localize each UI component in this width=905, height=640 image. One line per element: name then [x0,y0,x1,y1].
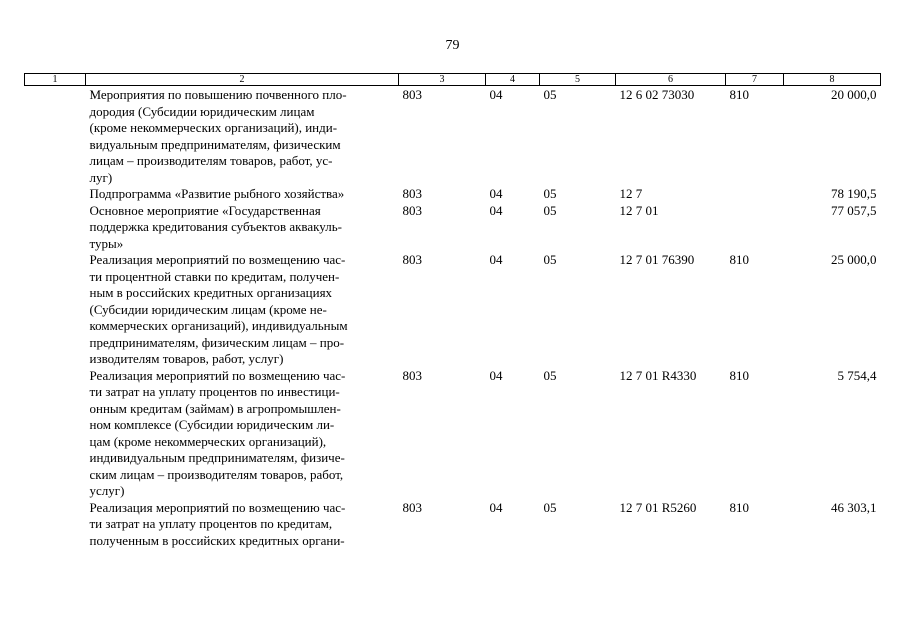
ministry-code-cell: 803 [402,186,422,201]
target-article-cell: 12 7 [619,186,643,201]
section-code-cell: 04 [489,87,503,102]
table-row [25,203,881,253]
amount-cell: 46 303,1 [831,499,877,515]
subsection-code-cell: 05 [543,367,557,383]
row-number-cell [25,368,86,500]
table-row [25,368,881,500]
amount-cell: 5 754,4 [837,367,877,383]
column-header-6: 6 [616,74,726,86]
column-header-8: 8 [784,74,881,86]
subsection-code-cell: 05 [543,499,557,515]
column-header-7: 7 [726,74,784,86]
subsection-code-cell: 05 [543,186,557,201]
row-number-cell [25,252,86,368]
header-row [25,74,881,86]
expense-type-cell [726,203,784,253]
item-name-cell: Мероприятия по повышению почвенного пло- дородия (Субсидии юридическим лицам (кроме некоммерческих организаций), инди- видуальным предпринимателям, физическим лицам – производителям товаров, работ, ус- луг) [89,87,347,185]
target-article-cell: 12 6 02 73030 [619,87,695,102]
table-row [25,186,881,203]
column-header-5: 5 [540,74,616,86]
item-name-cell: Основное мероприятие «Государственная поддержка кредитования субъектов аквакуль- туры» [89,202,342,251]
target-article-cell: 12 7 01 R4330 [619,367,697,383]
target-article-cell: 12 7 01 [619,202,659,218]
column-header-4: 4 [486,74,540,86]
expense-type-cell: 810 [729,252,749,267]
table-row [25,86,881,187]
column-header-2: 2 [86,74,399,86]
page-number: 79 [445,38,460,53]
section-code-cell: 04 [489,252,503,267]
table-row [25,252,881,368]
subsection-code-cell: 05 [543,252,557,267]
budget-table [24,73,881,549]
row-number-cell [25,86,86,187]
ministry-code-cell: 803 [402,499,422,515]
row-number-cell [25,186,86,203]
expense-type-cell: 810 [729,87,749,102]
section-code-cell: 04 [489,499,503,515]
subsection-code-cell: 05 [543,202,557,218]
item-name-cell: Подпрограмма «Развитие рыбного хозяйства» [89,186,345,201]
ministry-code-cell: 803 [402,87,422,102]
subsection-code-cell: 05 [543,87,557,102]
target-article-cell: 12 7 01 R5260 [619,499,697,515]
row-number-cell [25,500,86,550]
table-row [25,500,881,550]
row-number-cell [25,203,86,253]
amount-cell: 20 000,0 [831,87,877,102]
item-name-cell: Реализация мероприятий по возмещению час- ти затрат на уплату процентов по инвестици- онным кредитам (займам) в агропромышлен- ном комплексе (Субсидии юридическим ли- цам (кроме некоммерческих организаций), индивидуальным предпринимателям, физиче- ским лицам – производителям товаров, работ, услуг) [89,367,346,498]
target-article-cell: 12 7 01 76390 [619,252,695,267]
expense-type-cell: 810 [729,499,749,515]
table-header [25,74,881,86]
item-name-cell: Реализация мероприятий по возмещению час- ти затрат на уплату процентов по кредитам, полученным в российских кредитных органи- [89,499,346,548]
section-code-cell: 04 [489,367,503,383]
column-header-1: 1 [25,74,86,86]
ministry-code-cell: 803 [402,202,422,218]
column-header-3: 3 [399,74,486,86]
expense-type-cell [726,186,784,203]
section-code-cell: 04 [489,186,503,201]
amount-cell: 77 057,5 [831,202,877,218]
amount-cell: 78 190,5 [831,186,877,201]
item-name-cell: Реализация мероприятий по возмещению час- ти процентной ставки по кредитам, получен- ным в российских кредитных организациях (Субсидии юридическим лицам (кроме не- коммерческих организаций), индивидуальным предпринимателям, физическим лицам – про- изводителям товаров, работ, услуг) [89,252,348,366]
table-body [25,86,881,550]
amount-cell: 25 000,0 [831,252,877,267]
ministry-code-cell: 803 [402,252,422,267]
ministry-code-cell: 803 [402,367,422,383]
section-code-cell: 04 [489,202,503,218]
expense-type-cell: 810 [729,367,749,383]
